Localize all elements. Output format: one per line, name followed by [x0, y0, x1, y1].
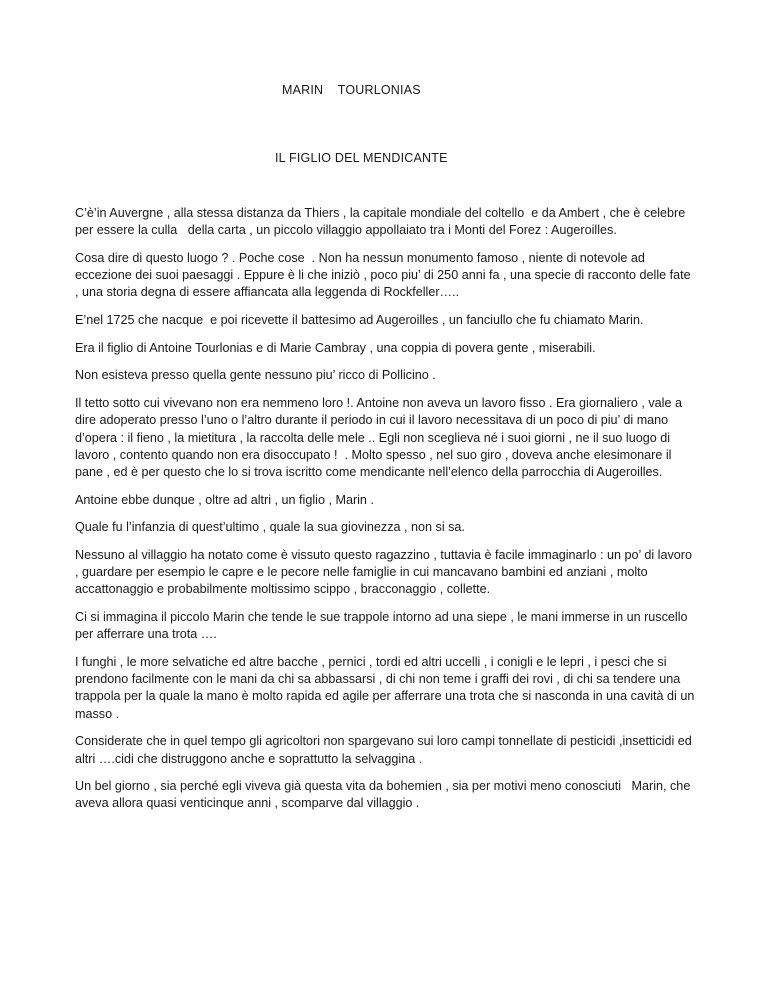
- paragraph: Era il figlio di Antoine Tourlonias e di Marie Cambray , una coppia di povera gente , miserabili.: [75, 340, 596, 355]
- paragraph: Non esisteva presso quella gente nessuno piu’ ricco di Pollicino .: [75, 368, 436, 383]
- paragraph: Nessuno al villaggio ha notato come è vissuto questo ragazzino , tuttavia è facile immaginarlo : un po’ di lavoro , guardare per esempio le capre e le pecore nelle famiglie in cui mancavano bambini ed anziani , molto accattonaggio e probabilmente moltissimo scippo , bracconaggio , collette.: [75, 548, 696, 597]
- author-heading: MARIN TOURLONIAS: [282, 83, 421, 97]
- document-body: [75, 205, 697, 823]
- paragraph: C’è’in Auvergne , alla stessa distanza da Thiers , la capitale mondiale del coltello e da Ambert , che è celebre per essere la culla della carta , un piccolo villaggio appollaiato tra i Monti del Forez : Augeroilles.: [75, 206, 689, 238]
- paragraph: Ci si immagina il piccolo Marin che tende le sue trappole intorno ad una siepe , le mani immerse in un ruscello per afferrare una trota ….: [75, 610, 692, 642]
- document-title: IL FIGLIO DEL MENDICANTE: [275, 151, 448, 165]
- paragraph: Un bel giorno , sia perché egli viveva già questa vita da bohemien , sia per motivi meno conosciuti Marin, che aveva allora quasi venticinque anni , scomparve dal villaggio .: [75, 779, 694, 811]
- paragraph: Considerate che in quel tempo gli agricoltori non spargevano sui loro campi tonnellate di pesticidi ,insetticidi ed altri ….cidi che distruggono anche e soprattutto la selvaggina .: [75, 734, 696, 766]
- paragraph: Antoine ebbe dunque , oltre ad altri , un figlio , Marin .: [75, 492, 374, 507]
- paragraph: Cosa dire di questo luogo ? . Poche cose . Non ha nessun monumento famoso , niente di notevole ad eccezione dei suoi paesaggi . Eppure è li che iniziò , poco piu’ di 250 anni fa , una specie di racconto delle fate , una storia degna di essere affiancata alla leggenda di Rockfeller…..: [75, 250, 695, 300]
- paragraph: Il tetto sotto cui vivevano non era nemmeno loro !. Antoine non aveva un lavoro fisso . Era giornaliero , vale a dire adoperato presso l’uno o l’altro durante il periodo in cui il lavoro necessitava di un poco di piu’ di mano d’opera : il fieno , la mietitura , la raccolta delle mele .. Egli non sceglieva né i suoi giorni , ne il suo luogo di lavoro , contento quando non era disoccupato ! . Molto spesso , nel suo giro , doveva anche elesimonare il pane , ed è per questo che lo si trova iscritto come mendicante nell’elenco della parrocchia di Augeroilles.: [75, 396, 686, 479]
- paragraph: I funghi , le more selvatiche ed altre bacche , pernici , tordi ed altri uccelli , i conigli e le lepri , i pesci che si prendono facilmente con le mani da chi sa abbassarsi , di chi non teme i graffi dei rovi , di chi sa tendere una trappola per la quale la mano è molto rapida ed agile per afferrare una trota che si nasconda in una cavità di un masso .: [75, 655, 698, 721]
- paragraph: Quale fu l’infanzia di quest’ultimo , quale la sua giovinezza , non si sa.: [75, 520, 465, 535]
- paragraph: E’nel 1725 che nacque e poi ricevette il battesimo ad Augeroilles , un fanciullo che fu chiamato Marin.: [75, 313, 644, 328]
